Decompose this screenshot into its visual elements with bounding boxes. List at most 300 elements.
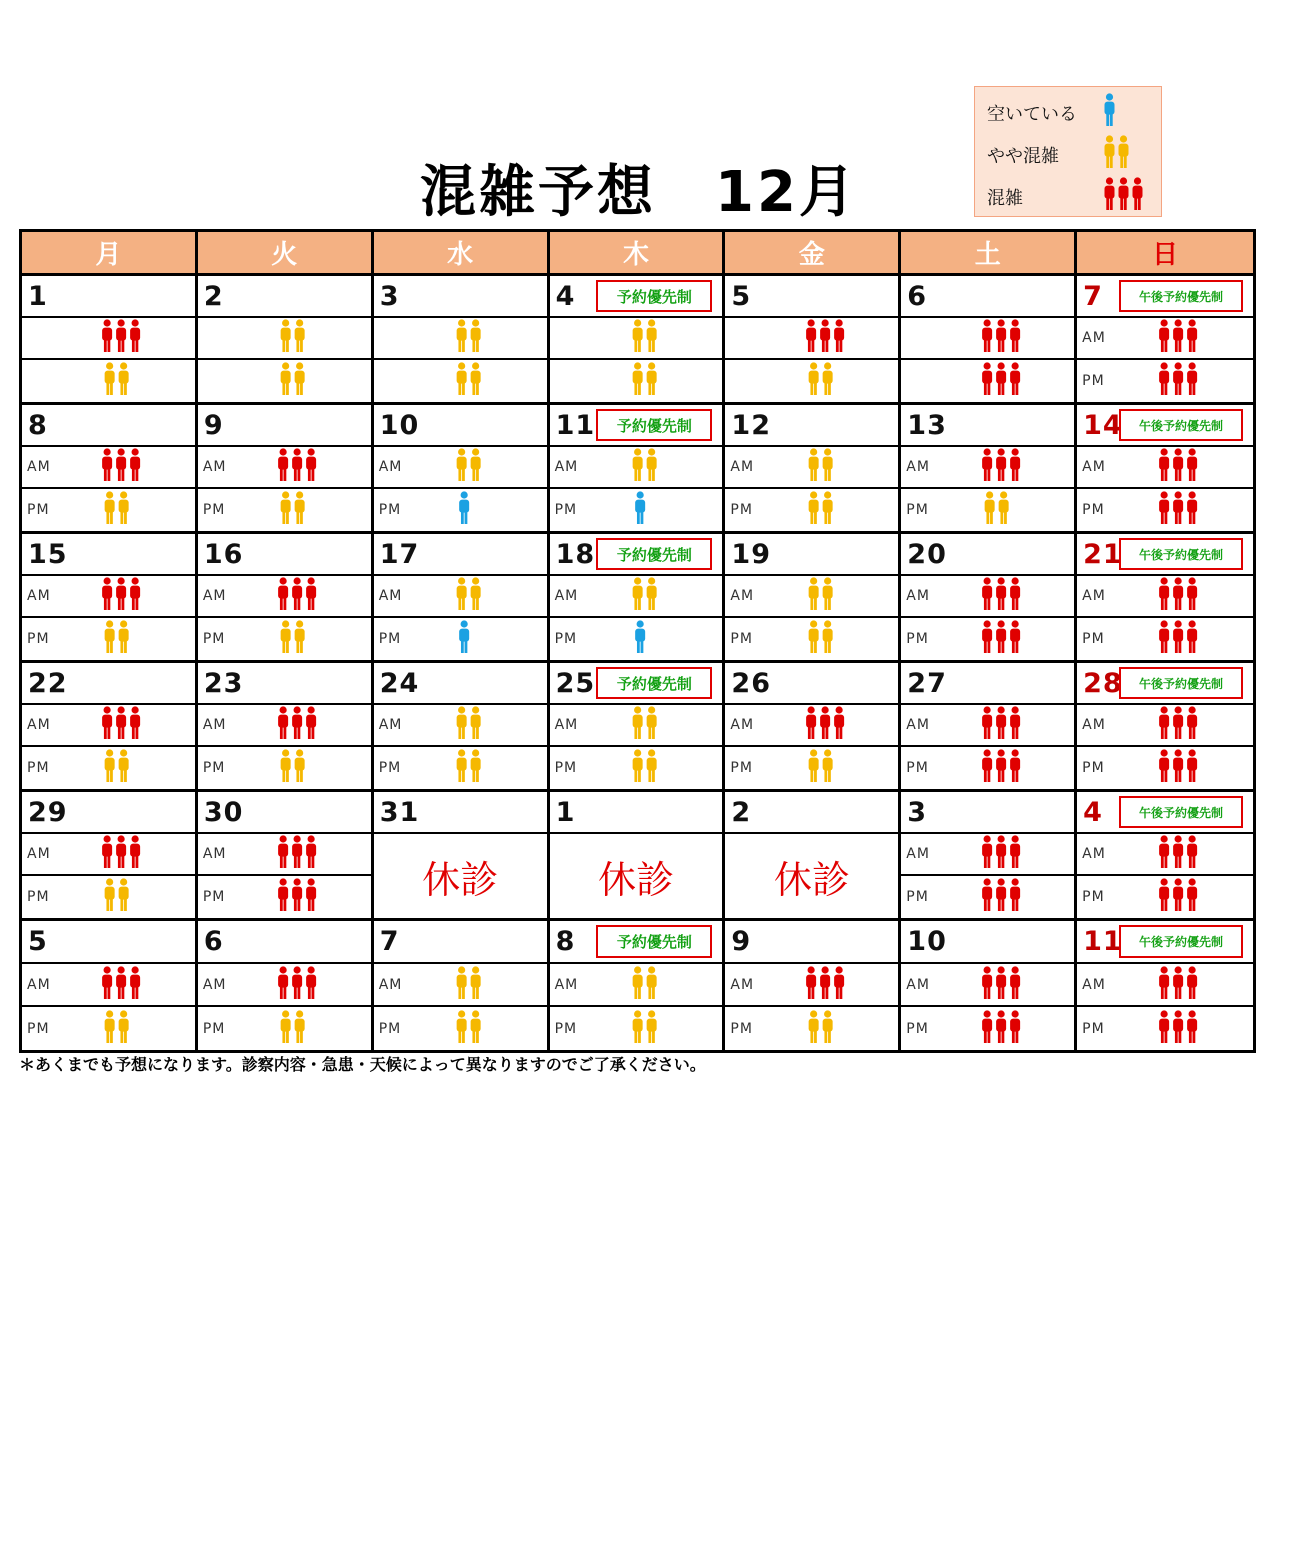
calendar-cell-sun: [1077, 921, 1253, 1050]
day-number: 11: [555, 409, 596, 441]
day-number: 6: [907, 280, 928, 312]
am-slot: [901, 834, 1074, 876]
person-group-icon: [980, 620, 1021, 658]
am-label: AM: [378, 588, 403, 604]
am-slot: [198, 318, 371, 360]
pm-slot: [198, 360, 371, 402]
pm-slot: [901, 747, 1074, 789]
am-label: AM: [1082, 588, 1106, 604]
reservation-badge: 予約優先制: [596, 667, 712, 699]
person-group-icon: [980, 319, 1021, 357]
am-label: AM: [906, 717, 930, 733]
day-header-row: [550, 921, 723, 964]
day-number: 10: [379, 409, 420, 441]
person-group-icon: [1158, 878, 1199, 916]
am-slot: [198, 705, 371, 747]
person-pair-icon: [104, 1010, 131, 1048]
person-group-icon: [980, 577, 1021, 615]
day-number: 1: [555, 796, 576, 828]
weekday-header-tue: 火: [198, 232, 374, 276]
pm-slot: [725, 360, 898, 402]
person-pair-icon: [279, 620, 306, 658]
am-label: AM: [730, 588, 755, 604]
pm-slot: [198, 618, 371, 660]
pm-slot: [725, 489, 898, 531]
calendar-cell-sun: [1077, 276, 1253, 405]
day-header-row: [550, 663, 723, 705]
calendar-cell-sat: [901, 405, 1077, 534]
pm-label: PM: [1082, 373, 1105, 389]
pm-slot: [22, 489, 195, 531]
calendar-cell-thu: [550, 534, 726, 663]
day-header-row: [22, 792, 195, 834]
pm-slot: [198, 747, 371, 789]
weekday-header-fri: 金: [725, 232, 901, 276]
am-label: AM: [1082, 459, 1106, 475]
am-label: AM: [202, 846, 227, 862]
weekday-header-sat: 土: [901, 232, 1077, 276]
pm-label: PM: [27, 889, 50, 905]
day-header-row: [550, 792, 723, 834]
pm-slot: [901, 1007, 1074, 1050]
am-slot: [198, 576, 371, 618]
day-number: 7: [379, 926, 400, 957]
day-number: 18: [555, 538, 596, 570]
legend: [974, 86, 1162, 217]
am-label: AM: [906, 846, 930, 862]
day-header-row: [374, 792, 547, 834]
person-pair-icon: [279, 1010, 306, 1048]
day-number: 28: [1083, 667, 1123, 699]
day-number: 17: [379, 538, 420, 570]
closed-label: 休診: [422, 857, 499, 902]
weekday-header-sun: 日: [1077, 232, 1253, 276]
am-label: AM: [378, 459, 403, 475]
am-slot: [725, 576, 898, 618]
am-slot: [22, 705, 195, 747]
day-header-row: [725, 921, 898, 964]
person-group-icon: [980, 362, 1021, 400]
am-slot: [550, 964, 723, 1007]
calendar-cell-wed: [374, 534, 550, 663]
pm-slot: [901, 618, 1074, 660]
am-slot: [374, 705, 547, 747]
am-label: AM: [1082, 846, 1106, 862]
pm-label: PM: [1082, 631, 1105, 647]
calendar-cell-thu: [550, 405, 726, 534]
day-header-row: [725, 276, 898, 318]
day-header-row: [901, 534, 1074, 576]
person-pair-icon: [279, 491, 306, 529]
calendar-cell-sun: [1077, 663, 1253, 792]
closed-label: 休診: [773, 857, 850, 902]
calendar-cell-wed: [374, 276, 550, 405]
am-label: AM: [202, 459, 227, 475]
am-slot: [725, 447, 898, 489]
person-pair-icon: [631, 362, 658, 400]
day-header-row: [374, 405, 547, 447]
calendar-cell-mon: [22, 663, 198, 792]
am-slot: [22, 964, 195, 1007]
calendar-cell-sat: [901, 792, 1077, 921]
pm-label: PM: [202, 760, 226, 776]
person-single-icon: [458, 620, 471, 658]
legend-row-high: [987, 177, 1147, 217]
pm-label: PM: [378, 760, 402, 776]
person-pair-icon: [279, 362, 306, 400]
pm-slot: [550, 1007, 723, 1050]
day-number: 1: [28, 280, 48, 312]
page-title: 混雑予想 12月: [420, 160, 858, 225]
person-group-icon: [980, 966, 1021, 1004]
am-label: AM: [554, 588, 579, 604]
person-group-icon: [101, 448, 142, 486]
am-label: AM: [27, 846, 51, 862]
legend-label: 空いている: [987, 104, 1077, 125]
person-single-icon: [634, 620, 647, 658]
person-pair-icon: [631, 1010, 658, 1048]
day-number: 9: [731, 926, 752, 957]
am-label: AM: [554, 717, 579, 733]
person-group-icon: [804, 706, 845, 744]
calendar-cell-mon: [22, 792, 198, 921]
day-header-row: [901, 276, 1074, 318]
person-pair-icon: [631, 448, 658, 486]
person-pair-icon: [104, 878, 131, 916]
calendar-cell-tue: [198, 405, 374, 534]
day-number: 22: [28, 667, 68, 699]
day-number: 13: [907, 409, 947, 441]
pm-label: PM: [906, 502, 929, 518]
am-label: AM: [27, 588, 51, 604]
day-number: 2: [731, 796, 752, 828]
am-slot: [550, 447, 723, 489]
person-group-icon: [277, 835, 318, 873]
day-number: 4: [555, 280, 576, 312]
closed-label: 休診: [597, 857, 674, 902]
calendar-cell-wed: [374, 921, 550, 1050]
person-pair-icon: [631, 966, 658, 1004]
person-group-icon: [1158, 319, 1199, 357]
pm-slot: [901, 360, 1074, 402]
legend-row-mid: [987, 135, 1147, 175]
pm-label: PM: [1082, 889, 1105, 905]
calendar-cell-wed: [374, 405, 550, 534]
pm-slot: [22, 618, 195, 660]
calendar-cell-sat: [901, 534, 1077, 663]
am-slot: [725, 705, 898, 747]
day-number: 31: [379, 796, 420, 828]
person-pair-icon: [104, 749, 131, 787]
person-pair-icon: [455, 362, 482, 400]
pm-slot: [374, 618, 547, 660]
day-header-row: [1077, 405, 1253, 447]
day-number: 20: [907, 538, 947, 570]
person-pair-icon: [455, 577, 482, 615]
person-pair-icon: [1103, 135, 1147, 175]
am-slot: [725, 318, 898, 360]
am-label: AM: [730, 717, 755, 733]
reservation-badge: 予約優先制: [596, 925, 712, 958]
am-slot: [22, 447, 195, 489]
pm-slot: [725, 747, 898, 789]
pm-label: PM: [730, 502, 753, 518]
am-slot: [374, 964, 547, 1007]
day-number: 8: [28, 409, 48, 441]
person-group-icon: [980, 749, 1021, 787]
day-number: 23: [203, 667, 244, 699]
am-label: AM: [1082, 717, 1106, 733]
calendar-cell-thu: [550, 792, 726, 921]
day-header-row: [198, 534, 371, 576]
calendar-cell-mon: [22, 921, 198, 1050]
am-slot: [22, 576, 195, 618]
calendar-cell-mon: [22, 405, 198, 534]
am-slot: [198, 964, 371, 1007]
person-pair-icon: [455, 319, 482, 357]
day-number: 12: [731, 409, 771, 441]
pm-label: PM: [1082, 502, 1105, 518]
day-header-row: [550, 405, 723, 447]
person-pair-icon: [455, 448, 482, 486]
pm-label: PM: [906, 760, 929, 776]
pm-slot: [1077, 876, 1253, 918]
day-number: 29: [28, 796, 68, 828]
pm-label: PM: [202, 1020, 226, 1037]
calendar-cell-fri: [725, 663, 901, 792]
pm-slot: [198, 876, 371, 918]
pm-label: PM: [730, 760, 753, 776]
pm-slot: [374, 747, 547, 789]
calendar-cell-tue: [198, 534, 374, 663]
day-header-row: [198, 405, 371, 447]
reservation-badge: 予約優先制: [596, 409, 712, 441]
am-slot: [725, 964, 898, 1007]
day-header-row: [901, 663, 1074, 705]
am-label: AM: [906, 976, 930, 993]
am-label: AM: [378, 976, 403, 993]
pm-label: PM: [554, 1020, 578, 1037]
day-number: 5: [28, 926, 48, 957]
am-label: AM: [27, 459, 51, 475]
day-header-row: [374, 534, 547, 576]
day-header-row: [198, 663, 371, 705]
day-header-row: [374, 663, 547, 705]
person-group-icon: [1103, 177, 1147, 217]
day-number: 19: [731, 538, 771, 570]
calendar-cell-sun: [1077, 534, 1253, 663]
person-pair-icon: [807, 448, 834, 486]
person-pair-icon: [279, 319, 306, 357]
day-number: 5: [731, 280, 752, 312]
person-group-icon: [277, 878, 318, 916]
day-number: 3: [379, 280, 400, 312]
day-header-row: [725, 792, 898, 834]
pm-slot: [22, 876, 195, 918]
am-label: AM: [378, 717, 403, 733]
person-group-icon: [277, 448, 318, 486]
day-header-row: [374, 276, 547, 318]
person-pair-icon: [631, 319, 658, 357]
day-number: 25: [555, 667, 596, 699]
pm-slot: [1077, 747, 1253, 789]
pm-label: PM: [906, 1020, 929, 1037]
pm-slot: [198, 1007, 371, 1050]
person-group-icon: [804, 966, 845, 1004]
am-slot: [374, 318, 547, 360]
calendar-cell-sun: [1077, 792, 1253, 921]
am-slot: [22, 834, 195, 876]
am-slot: [550, 705, 723, 747]
day-header-row: [198, 921, 371, 964]
am-slot: [198, 447, 371, 489]
person-group-icon: [980, 878, 1021, 916]
am-slot: [1077, 576, 1253, 618]
person-group-icon: [101, 966, 142, 1004]
person-group-icon: [1158, 749, 1199, 787]
pm-label: PM: [378, 1020, 402, 1037]
pm-slot: [22, 360, 195, 402]
calendar-cell-thu: [550, 276, 726, 405]
person-pair-icon: [104, 620, 131, 658]
pm-slot: [901, 489, 1074, 531]
day-header-row: [901, 792, 1074, 834]
day-header-row: [198, 276, 371, 318]
calendar-cell-sun: [1077, 405, 1253, 534]
am-label: AM: [27, 976, 51, 993]
pm-label: PM: [27, 760, 50, 776]
person-pair-icon: [455, 706, 482, 744]
pm-slot: [1077, 1007, 1253, 1050]
am-slot: [1077, 318, 1253, 360]
pm-label: PM: [554, 502, 578, 518]
person-single-icon: [458, 491, 471, 529]
person-pair-icon: [455, 1010, 482, 1048]
am-label: AM: [730, 459, 755, 475]
am-slot: [550, 576, 723, 618]
calendar-cell-mon: [22, 276, 198, 405]
person-group-icon: [1158, 966, 1199, 1004]
person-group-icon: [1158, 1010, 1199, 1048]
am-label: AM: [202, 976, 227, 993]
day-header-row: [901, 405, 1074, 447]
calendar-grid: [19, 229, 1256, 1053]
pm-label: PM: [730, 1020, 753, 1037]
day-number: 16: [203, 538, 244, 570]
afternoon-reservation-badge: 午後予約優先制: [1119, 280, 1243, 312]
person-group-icon: [277, 966, 318, 1004]
person-pair-icon: [807, 577, 834, 615]
person-group-icon: [1158, 362, 1199, 400]
am-slot: [901, 576, 1074, 618]
day-number: 6: [203, 926, 224, 957]
pm-label: PM: [378, 502, 402, 518]
legend-label: やや混雑: [987, 146, 1059, 167]
person-group-icon: [1158, 491, 1199, 529]
reservation-badge: 予約優先制: [596, 538, 712, 570]
am-slot: [1077, 705, 1253, 747]
am-slot: [198, 834, 371, 876]
am-label: AM: [202, 717, 227, 733]
person-group-icon: [980, 1010, 1021, 1048]
pm-label: PM: [202, 502, 226, 518]
am-label: AM: [906, 459, 930, 475]
person-group-icon: [1158, 835, 1199, 873]
day-number: 7: [1083, 280, 1103, 312]
person-pair-icon: [631, 706, 658, 744]
day-header-row: [1077, 792, 1253, 834]
am-slot: [1077, 964, 1253, 1007]
day-header-row: [374, 921, 547, 964]
day-header-row: [22, 405, 195, 447]
calendar-cell-fri: [725, 405, 901, 534]
weekday-header-thu: 木: [550, 232, 726, 276]
calendar-cell-wed: [374, 663, 550, 792]
pm-label: PM: [906, 631, 929, 647]
pm-slot: [198, 489, 371, 531]
day-number: 24: [379, 667, 420, 699]
day-number: 8: [555, 926, 576, 957]
am-slot: [374, 576, 547, 618]
calendar-cell-tue: [198, 792, 374, 921]
pm-slot: [1077, 618, 1253, 660]
pm-label: PM: [554, 760, 578, 776]
pm-slot: [374, 360, 547, 402]
am-label: AM: [554, 459, 579, 475]
am-slot: [901, 318, 1074, 360]
person-group-icon: [101, 706, 142, 744]
calendar-cell-tue: [198, 276, 374, 405]
legend-label: 混雑: [987, 188, 1023, 209]
am-slot: [1077, 834, 1253, 876]
person-group-icon: [980, 835, 1021, 873]
person-pair-icon: [807, 749, 834, 787]
afternoon-reservation-badge: 午後予約優先制: [1119, 796, 1243, 828]
pm-label: PM: [906, 889, 929, 905]
pm-slot: [550, 618, 723, 660]
day-header-row: [725, 405, 898, 447]
calendar-cell-fri: [725, 534, 901, 663]
calendar-cell-sat: [901, 276, 1077, 405]
am-label: AM: [730, 976, 755, 993]
pm-slot: [550, 489, 723, 531]
am-slot: [901, 964, 1074, 1007]
pm-label: PM: [378, 631, 402, 647]
afternoon-reservation-badge: 午後予約優先制: [1119, 925, 1243, 958]
person-group-icon: [101, 835, 142, 873]
person-pair-icon: [983, 491, 1010, 529]
person-group-icon: [1158, 620, 1199, 658]
pm-label: PM: [202, 631, 226, 647]
person-single-icon: [634, 491, 647, 529]
am-slot: [1077, 447, 1253, 489]
calendar-cell-thu: [550, 663, 726, 792]
am-slot: [901, 447, 1074, 489]
person-group-icon: [1158, 577, 1199, 615]
person-group-icon: [277, 706, 318, 744]
day-header-row: [198, 792, 371, 834]
pm-label: PM: [27, 631, 50, 647]
footnote: ＊あくまでも予想になります。診察内容・急患・天候によって異なりますのでご了承ください。: [19, 1055, 706, 1074]
person-pair-icon: [631, 577, 658, 615]
pm-slot: [374, 1007, 547, 1050]
person-pair-icon: [104, 362, 131, 400]
day-header-row: [22, 663, 195, 705]
pm-slot: [901, 876, 1074, 918]
pm-slot: [550, 360, 723, 402]
am-label: AM: [1082, 330, 1106, 346]
person-single-icon: [1103, 93, 1147, 133]
